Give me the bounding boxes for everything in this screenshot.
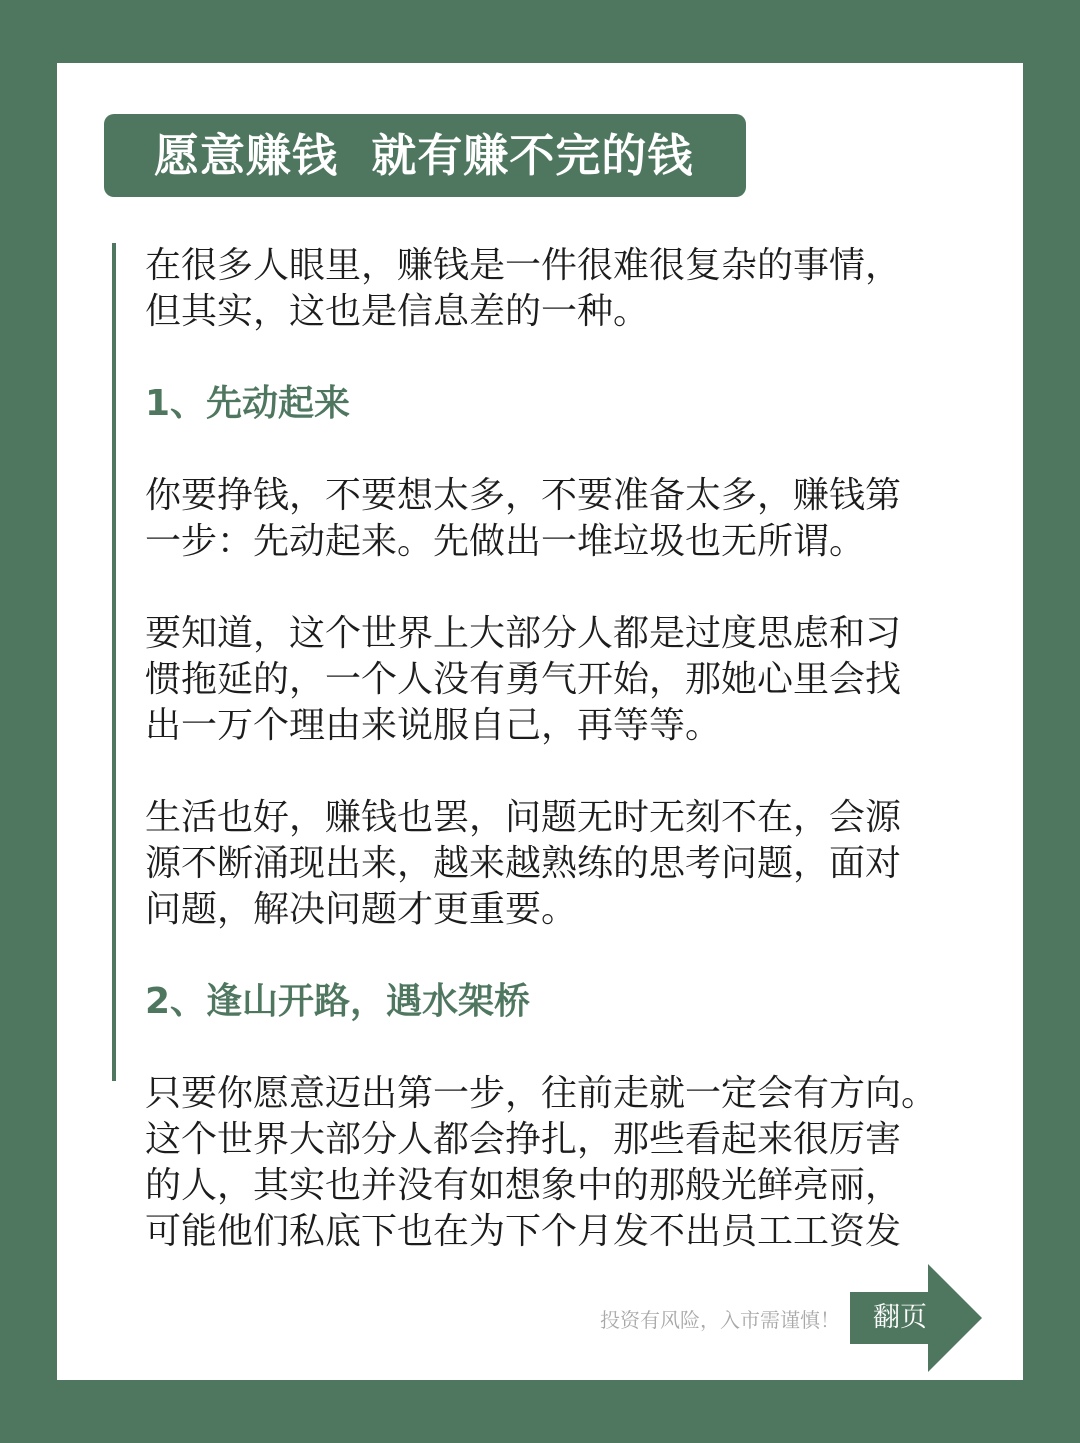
text-line: 要知道，这个世界上大部分人都是过度思虑和习	[145, 613, 902, 654]
section-2-heading: 2、逢山开路，遇水架桥	[145, 981, 531, 1022]
article-body	[145, 243, 985, 1255]
text-line: 但其实，这也是信息差的一种。	[145, 291, 650, 332]
text-line: 惯拖延的，一个人没有勇气开始，那她心里会找	[145, 659, 902, 700]
text-line: 的人，其实也并没有如想象中的那般光鲜亮丽，	[145, 1165, 902, 1206]
page-turn-label: 翻页	[873, 1302, 927, 1333]
section-1-heading: 1、先动起来	[145, 383, 351, 424]
title-banner: 愿意赚钱 就有赚不完的钱	[104, 114, 746, 197]
text-line: 生活也好，赚钱也罢，问题无时无刻不在，会源	[145, 797, 902, 838]
text-line: 源不断涌现出来，越来越熟练的思考问题，面对	[145, 843, 902, 884]
intro-paragraph	[145, 243, 985, 335]
section-1-paragraph-1	[145, 473, 985, 565]
text-line: 问题，解决问题才更重要。	[145, 889, 578, 930]
section-2-paragraph-1	[145, 1071, 985, 1255]
text-line: 你要挣钱，不要想太多，不要准备太多，赚钱第	[145, 475, 902, 516]
page-turn-button[interactable]	[850, 1264, 982, 1372]
text-line: 可能他们私底下也在为下个月发不出员工工资发	[145, 1211, 902, 1252]
text-line: 这个世界大部分人都会挣扎，那些看起来很厉害	[145, 1119, 902, 1160]
left-accent-rule	[112, 243, 116, 1081]
text-line: 在很多人眼里，赚钱是一件很难很复杂的事情，	[145, 245, 902, 286]
text-line: 出一万个理由来说服自己，再等等。	[145, 705, 722, 746]
content-card	[57, 63, 1023, 1380]
text-line: 一步：先动起来。先做出一堆垃圾也无所谓。	[145, 521, 866, 562]
text-line: 只要你愿意迈出第一步，往前走就一定会有方向。	[145, 1073, 938, 1114]
section-1-paragraph-3	[145, 795, 985, 933]
section-1-paragraph-2	[145, 611, 985, 749]
risk-disclaimer: 投资有风险，入市需谨慎！	[600, 1308, 840, 1332]
